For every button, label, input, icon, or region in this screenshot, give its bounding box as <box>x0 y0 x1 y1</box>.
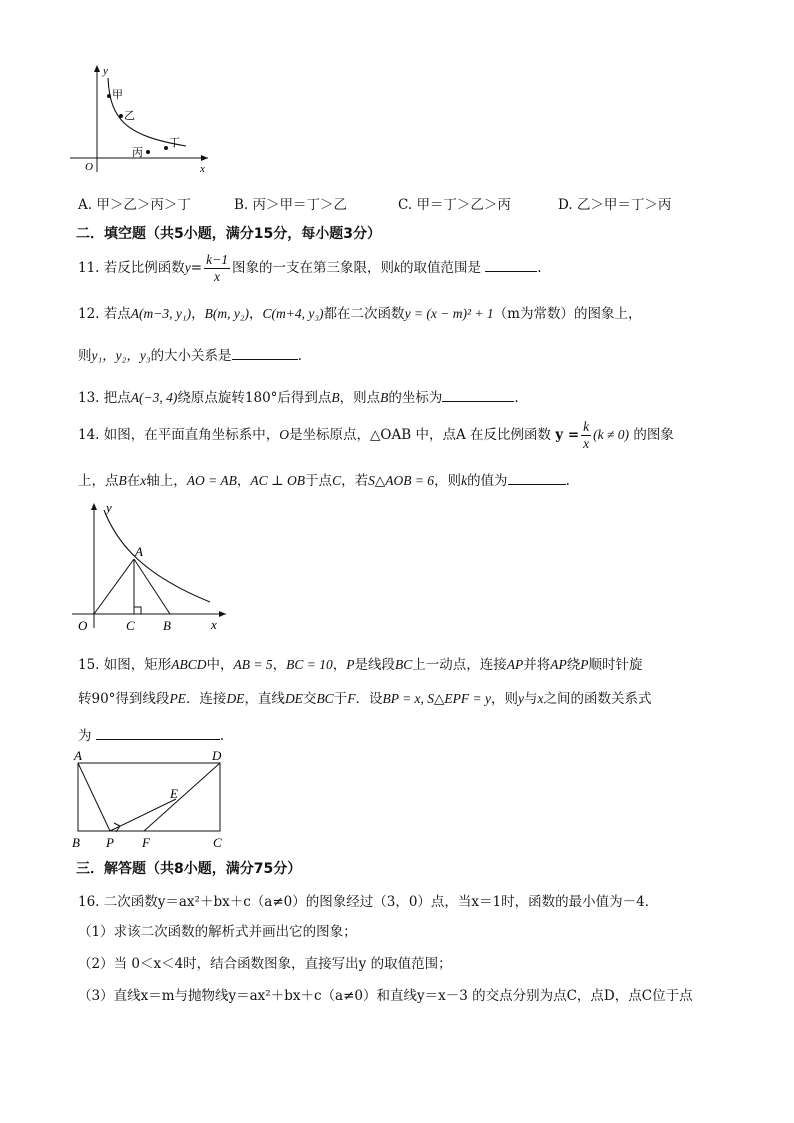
q-text: . <box>565 473 570 489</box>
origin-label: O <box>85 161 93 173</box>
math-var: AP <box>550 657 567 672</box>
frac-numerator: k−1 <box>206 252 228 268</box>
q-text: 的图象 <box>633 427 674 443</box>
point-ding <box>164 146 168 150</box>
label-f: F <box>142 835 150 850</box>
answer-blank[interactable] <box>485 259 537 272</box>
q-number: 14. <box>78 427 100 443</box>
option-label: A. <box>78 197 93 213</box>
q-text: 之间的函数关系式 <box>543 691 652 707</box>
question-16: 16. 二次函数y＝ax²＋bx＋c（a≠0）的图象经过（3，0）点，当x＝1时，函数的最小值为－4． <box>78 894 659 910</box>
math-eq: AC ⊥ OB <box>250 473 306 488</box>
math-vars: y₁，y₂，y₃ <box>91 348 151 363</box>
q-text: 为 <box>78 728 92 744</box>
option-text: 甲＞乙＞丙＞丁 <box>96 197 191 213</box>
math-var: O <box>279 427 290 442</box>
option-label: C. <box>398 197 413 213</box>
q-text: ， <box>332 657 347 673</box>
q-number: 12. <box>78 306 100 322</box>
math-var: DE <box>284 691 303 706</box>
math-var: AP <box>506 657 524 672</box>
q-text: ，若 <box>341 473 369 489</box>
math-point: B(m, y₂) <box>204 306 250 321</box>
q-text: 都在二次函数 <box>323 306 405 322</box>
q-text: 交 <box>302 691 317 707</box>
math-var: P <box>346 657 355 672</box>
label-b: B <box>163 618 171 633</box>
q-text: ，则点 <box>339 390 381 406</box>
q-text: 是线段 <box>354 657 396 673</box>
q-text: 并将 <box>523 657 551 673</box>
q-text: （m为常数）的图象上， <box>493 306 642 322</box>
math-var: B <box>380 390 389 405</box>
answer-blank[interactable] <box>442 389 514 402</box>
q-text: ．连接 <box>185 691 227 707</box>
fraction <box>581 419 591 451</box>
label-yi: 乙 <box>124 110 135 122</box>
math-var: DE <box>226 691 245 706</box>
q-text: 于点 <box>305 473 333 489</box>
q-text: 的取值范围是 <box>399 260 481 276</box>
label-d: D <box>212 748 222 763</box>
math-eq: AO = AB <box>186 473 237 488</box>
math-var: ABCD <box>171 657 207 672</box>
q-text: ．设 <box>355 691 383 707</box>
q-text: ， <box>272 657 287 673</box>
q-text: 是坐标原点，△OAB 中，点A 在反比例函数 <box>289 427 551 443</box>
q-text: ，直线 <box>244 691 285 707</box>
label-c: C <box>213 835 222 850</box>
label-p: P <box>106 835 114 850</box>
axis-x-label: x <box>211 617 217 632</box>
math-condition: (k ≠ 0) <box>593 427 630 442</box>
q-text: 上，点 <box>78 473 119 489</box>
label-a: A <box>135 544 143 559</box>
answer-blank[interactable] <box>96 727 220 740</box>
q-text: 于 <box>333 691 348 707</box>
q-text: 在 <box>126 473 141 489</box>
math-eq: AB = 5 <box>233 657 273 672</box>
answer-blank[interactable] <box>232 347 298 360</box>
question-12-line1: 12. 若点A(m−3, y₁)，B(m, y₂)，C(m+4, y₃)都在二次函数y = (x − m)² + 1（m为常数）的图象上， <box>78 306 642 322</box>
question-13 <box>78 386 519 406</box>
q-text: 转90°得到线段 <box>78 691 170 707</box>
question-16-part1: （1）求该二次函数的解析式并画出它的图象； <box>78 924 357 940</box>
math-var: PE <box>169 691 186 706</box>
q-text: 中， <box>206 657 234 673</box>
question-15-line3 <box>78 724 224 744</box>
section-2-title: 二．填空题（共5小题，满分15分，每小题3分） <box>76 226 381 242</box>
option-text: 甲＝丁＞乙＞丙 <box>416 197 511 213</box>
label-jia: 甲 <box>112 89 123 101</box>
math-op: = <box>190 260 203 276</box>
math-point: C(m+4, y₃) <box>262 306 324 321</box>
math-eq: BC = 10 <box>286 657 333 672</box>
math-var: C <box>332 473 342 488</box>
point-jia <box>107 94 111 98</box>
label-o: O <box>78 618 88 633</box>
q-number: 13. <box>78 390 100 406</box>
q-text: . <box>514 390 519 406</box>
label-ding: 丁 <box>169 137 180 149</box>
option-label: D. <box>558 197 573 213</box>
q-text: ，则 <box>491 691 519 707</box>
hyperbola-curve <box>104 510 210 602</box>
q-text: 如图，在平面直角坐标系中， <box>103 427 280 443</box>
math-var: x <box>140 473 147 488</box>
axis-y-label: y <box>103 65 108 77</box>
option-label: B. <box>234 197 249 213</box>
q-text: 把点 <box>103 390 131 406</box>
label-b: B <box>72 835 80 850</box>
q-text: 绕原点旋转180°后得到点 <box>177 390 332 406</box>
math-eq: S△AOB = 6 <box>368 473 435 488</box>
label-e: E <box>170 786 178 801</box>
q-number: 15. <box>78 657 100 673</box>
q-text: . <box>537 260 542 276</box>
q-text: 上一动点，连接 <box>412 657 507 673</box>
math-var: k <box>393 260 400 275</box>
q-text: 如图，矩形 <box>103 657 172 673</box>
q10-option-d <box>558 193 671 213</box>
question-16-part2: （2）当 0＜x＜4时，结合函数图象，直接写出y 的取值范围； <box>78 956 452 972</box>
question-16-part3: （3）直线x＝m与抛物线y＝ax²＋bx＋c（a≠0）和直线y＝x－3 的交点分别为点C，点D，点C位于点 <box>78 988 693 1004</box>
frac-denominator: x <box>583 436 590 451</box>
q14-graph <box>66 496 236 636</box>
point-yi <box>119 114 123 118</box>
q-text: 绕 <box>566 657 581 673</box>
point-bing <box>146 150 150 154</box>
math-var: y <box>518 691 525 706</box>
q-text: 的大小关系是 <box>150 348 232 364</box>
q-text: 顺时针旋 <box>588 657 643 673</box>
q-text: 的值为 <box>467 473 508 489</box>
segment-ab <box>134 559 170 614</box>
question-12-line2 <box>78 344 302 364</box>
q-text: 若点 <box>103 306 131 322</box>
math-func: y = <box>555 427 580 443</box>
q-text: 图象的一支在第三象限，则 <box>231 260 394 276</box>
frac-denominator: x <box>214 269 221 284</box>
right-angle-mark <box>134 607 141 614</box>
segment-oa <box>94 559 134 614</box>
q15-rectangle-figure <box>66 745 246 855</box>
q-text: . <box>219 728 225 744</box>
q10-graph <box>66 60 216 180</box>
q-text: 与 <box>524 691 538 707</box>
q-text: 若反比例函数 <box>103 260 185 276</box>
option-text: 乙＞甲＝丁＞丙 <box>576 197 672 213</box>
fraction <box>204 252 230 284</box>
math-var: BC <box>316 691 334 706</box>
question-15-line2 <box>78 687 652 707</box>
label-a: A <box>74 748 82 763</box>
rectangle-abcd <box>78 763 220 831</box>
question-14-line1 <box>78 418 674 452</box>
math-var: F <box>347 691 356 706</box>
question-15-line1 <box>78 653 643 673</box>
frac-numerator: k <box>583 419 590 435</box>
axis-y-label: y <box>106 500 112 515</box>
section-3-title: 三．解答题（共8小题，满分75分） <box>76 861 302 877</box>
math-var: k <box>461 473 468 488</box>
q-text: 轴上， <box>146 473 187 489</box>
label-c: C <box>126 618 135 633</box>
math-var: BC <box>395 657 413 672</box>
math-var: y <box>184 260 191 275</box>
math-var: B <box>118 473 127 488</box>
math-point: A(m−3, y₁) <box>130 306 192 321</box>
option-text: 丙＞甲＝丁＞乙 <box>252 197 348 213</box>
q-text: 则 <box>78 348 92 364</box>
q10-option-a <box>78 193 191 213</box>
label-bing: 丙 <box>132 147 143 159</box>
question-14-line2 <box>78 469 570 489</box>
q10-option-c <box>398 193 511 213</box>
math-point: A(−3, 4) <box>130 390 178 405</box>
question-11 <box>78 251 542 285</box>
math-var: P <box>580 657 589 672</box>
math-eq: BP = x, S△EPF = y <box>382 691 492 706</box>
answer-blank[interactable] <box>508 472 566 485</box>
q-text: . <box>297 348 302 364</box>
line-df <box>144 763 220 831</box>
q-text: ，则 <box>434 473 462 489</box>
segment-ap <box>78 763 110 831</box>
math-func: y = (x − m)² + 1 <box>404 306 494 321</box>
q-text: ， <box>236 473 251 489</box>
math-var: x <box>537 691 544 706</box>
axis-x-label: x <box>200 163 205 175</box>
q-number: 11. <box>78 260 100 276</box>
q10-option-b <box>234 193 347 213</box>
q-text: 的坐标为 <box>388 390 443 406</box>
math-var: B <box>331 390 340 405</box>
